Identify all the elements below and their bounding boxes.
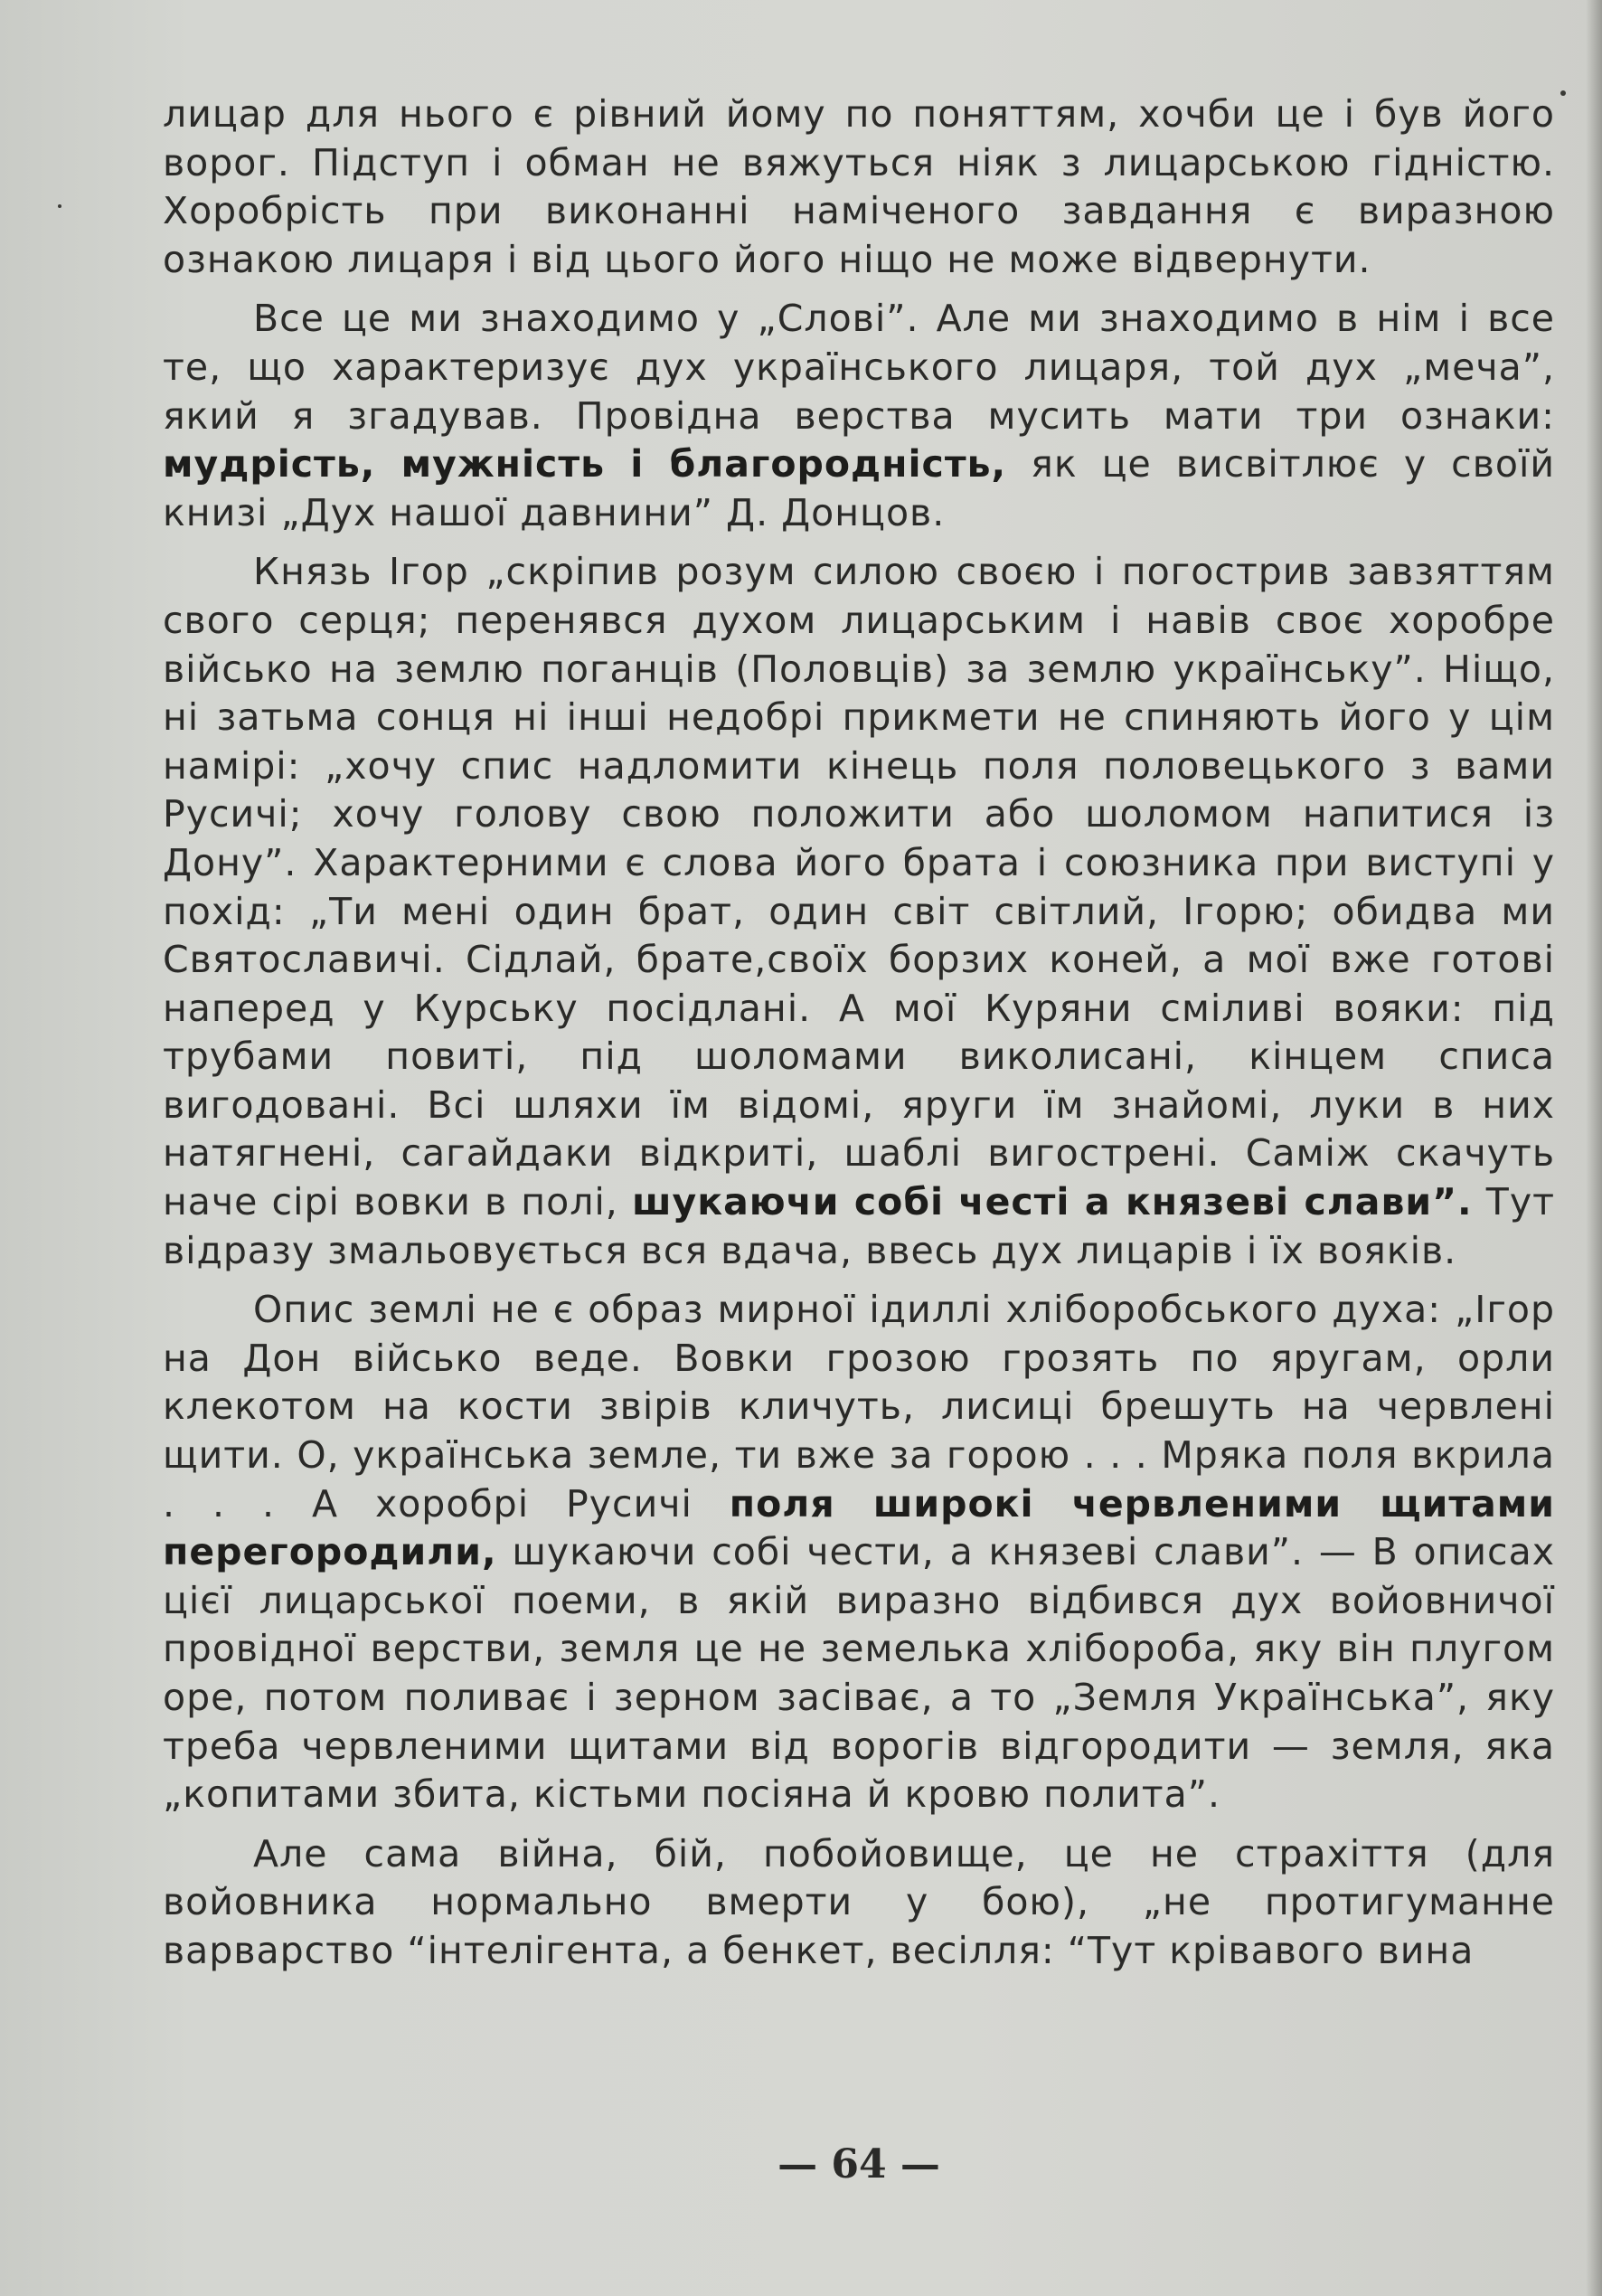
paragraph-1 xyxy=(163,90,1555,284)
paragraph-2 xyxy=(163,295,1555,537)
paragraph-text: Опис землі не є образ мирної ідиллі хліборобського духа: „Ігор на Дон військо веде. Вовки грозою грозять по яругам, орли клекотом на кости звірів кличуть, лисиці брешуть на червлені щити. О, українська земле, ти вже за горою . . . Мряка поля вкрила . . . А хоробрі Русичі xyxy=(163,1288,1555,1526)
bold-phrase: поля широкі червленими щитами перегородили, xyxy=(163,1481,1555,1574)
body-text xyxy=(163,90,1555,1987)
paragraph-text: як це висвітлює у своїй книзі „Дух нашої давнини” Д. Донцов. xyxy=(163,442,1555,534)
paragraph-text: Все це ми знаходимо у „Слові”. Але ми знаходимо в нім і все те, що характеризує дух українського лицаря, той дух „меча”, який я згадував. Провідна верства мусить мати три ознаки: xyxy=(163,297,1555,438)
paragraph-text: Але сама війна, бій, побойовище, це не страхіття (для войовника нормально вмерти у бою), „не протигуманне варварство “інтелігента, а бенкет, весілля: “Тут крівавого вина xyxy=(163,1831,1555,1972)
page-number: — 64 — xyxy=(777,2141,940,2187)
paragraph-text: Князь Ігор „скріпив розум силою своєю і погострив завзяттям свого серця; перенявся духом лицарським і навів своє хоробре військо на землю поганців (Половців) за землю українську”. Ніщо, ні затьма сонця ні інші недобрі прикмети не спиняють його у цім намірі: „хочу спис надломити кінець поля половецького з вами Русичі; хочу голову свою положити або шоломом напитися із Дону”. Характерними є слова його брата і союзника при виступі у похід: „Ти мені один брат, один світ світлий, Ігорю; обидва ми Святославичі. Сідлай, брате,своїх борзих коней, а мої вже готові наперед у Курську посідлані. А мої Куряни сміливі вояки: під трубами повиті, під шоломами виколисані, кінцем списа вигодовані. Всі шляхи їм відомі, яруги їм знайомі, луки в них натягнені, сагайдаки відкриті, шаблі вигострені. Саміж скачуть наче сірі вовки в полі, xyxy=(163,550,1555,1224)
ink-speck xyxy=(58,204,61,208)
paragraph-text: Тут відразу змальовується вся вдача, ввесь дух лицарів і їх вояків. xyxy=(163,1180,1555,1272)
paragraph-3 xyxy=(163,548,1555,1275)
ink-speck xyxy=(1560,90,1566,96)
paragraph-5 xyxy=(163,1830,1555,1976)
paragraph-text: шукаючи собі чести, а князеві слави”. — В описах цієї лицарської поеми, в якій виразно відбився дух войовничої провідної верстви, земля це не земелька хлібороба, яку він плугом оре, потом поливає і зерном засіває, а то „Земля Українська”, яку треба червленими щитами від ворогів відгородити — земля, яка „копитами збита, кістьми посіяна й кровю полита”. xyxy=(163,1530,1555,1817)
paragraph-text: лицар для нього є рівний йому по поняттям, хочби це і був його ворог. Підступ і обман не вяжуться ніяк з лицарською гідністю. Хоробрість при виконанні наміченого завдання є виразною ознакою лицаря і від цього його ніщо не може відвернути. xyxy=(163,92,1555,281)
page-edge-shadow xyxy=(1586,0,1602,2296)
bold-phrase: шукаючи собі честі а князеві слави”. xyxy=(631,1180,1473,1224)
bold-phrase: мудрість, мужність і благородність, xyxy=(163,442,1007,487)
paragraph-4 xyxy=(163,1286,1555,1819)
